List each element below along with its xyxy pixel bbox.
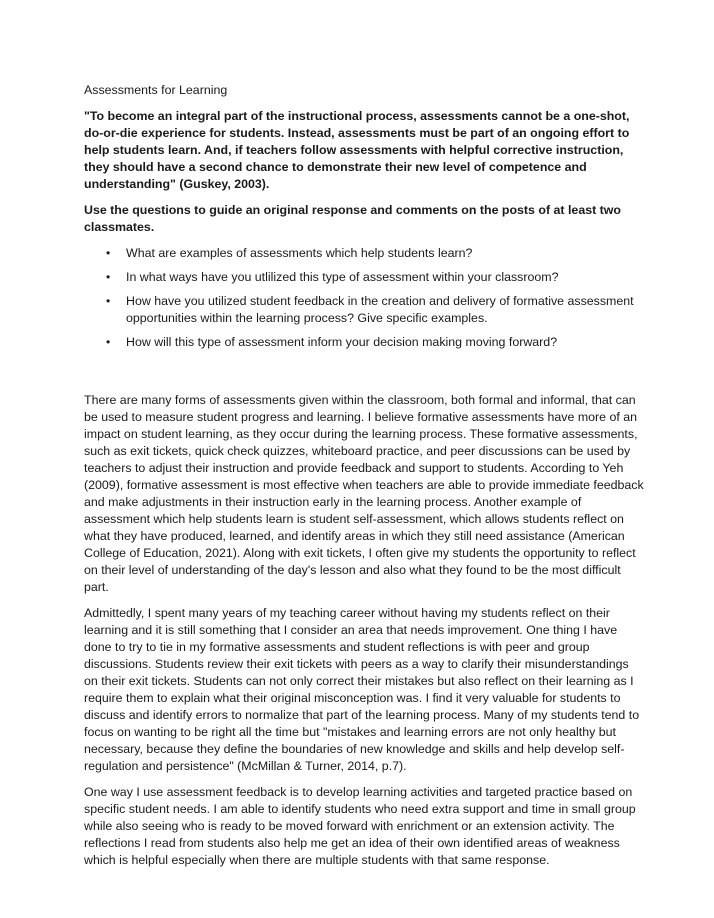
question-text: What are examples of assessments which help students learn? bbox=[126, 246, 473, 260]
document-title: Assessments for Learning bbox=[84, 83, 228, 97]
response-paragraph: One way I use assessment feedback is to develop learning activities and targeted practice based on specific student needs. I am able to identify students who need extra support and time in small group while also seeing who is ready to be moved forward with enrichment or an extension activity. The reflections I read from students also help me get an idea of their own identified areas of weakness which is helpful especially when there are multiple students with that same response. bbox=[84, 785, 636, 867]
question-item bbox=[84, 245, 644, 262]
bullet-icon: • bbox=[106, 294, 111, 308]
section-spacer bbox=[84, 358, 644, 392]
question-text: How have you utilized student feedback in the creation and delivery of formative assessment opportunities within the learning process? Give specific examples. bbox=[126, 294, 634, 325]
question-text: How will this type of assessment inform your decision making moving forward? bbox=[126, 335, 558, 349]
question-item bbox=[84, 293, 644, 327]
question-item bbox=[84, 334, 644, 351]
bullet-icon: • bbox=[106, 246, 111, 260]
response-paragraph: There are many forms of assessments given within the classroom, both formal and informal, that can be used to measure student progress and learning. I believe formative assessments have more of an impact on student learning, as they occur during the learning process. These formative assessments, such as exit tickets, quick check quizzes, whiteboard practice, and peer discussions can be used by teachers to adjust their instruction and provide feedback and support to students. According to Yeh (2009), formative assessment is most effective when teachers are able to provide immediate feedback and make adjustments in their instruction early in the learning process. Another example of assessment which help students learn is student self-assessment, which allows students reflect on what they have produced, learned, and identify areas in which they still need assistance (American College of Education, 2021). Along with exit tickets, I often give my students the opportunity to reflect on their level of understanding of the day's lesson and also what they found to be the most difficult part. bbox=[84, 393, 644, 594]
question-list bbox=[84, 245, 644, 351]
bullet-icon: • bbox=[106, 270, 111, 284]
question-text: In what ways have you utlilized this type of assessment within your classroom? bbox=[126, 270, 559, 284]
bullet-icon: • bbox=[106, 335, 111, 349]
question-item bbox=[84, 269, 644, 286]
instructions: Use the questions to guide an original response and comments on the posts of at least two classmates. bbox=[84, 203, 622, 234]
response-paragraph: Admittedly, I spent many years of my teaching career without having my students reflect on their learning and it is still something that I consider an area that needs improvement. One thing I have done to try to tie in my formative assessments and student reflections is with peer and group discussions. Students review their exit tickets with peers as a way to clarify their misunderstandings on their exit tickets. Students can not only correct their mistakes but also reflect on their learning as I require them to explain what their original misconception was. I find it very valuable for students to discuss and identify errors to normalize that part of the learning process. Many of my students tend to focus on wanting to be right all the time but "mistakes and learning errors are not only healthy but necessary, because they define the boundaries of new knowledge and skills and help develop self-regulation and persistence" (McMillan & Turner, 2014, p.7). bbox=[84, 606, 640, 773]
guskey-quote: "To become an integral part of the instructional process, assessments cannot be a one-shot, do-or-die experience for students. Instead, assessments must be part of an ongoing effort to help students learn. And, if teachers follow assessments with helpful corrective instruction, they should have a second chance to demonstrate their new level of competence and understanding" (Guskey, 2003). bbox=[84, 109, 630, 191]
